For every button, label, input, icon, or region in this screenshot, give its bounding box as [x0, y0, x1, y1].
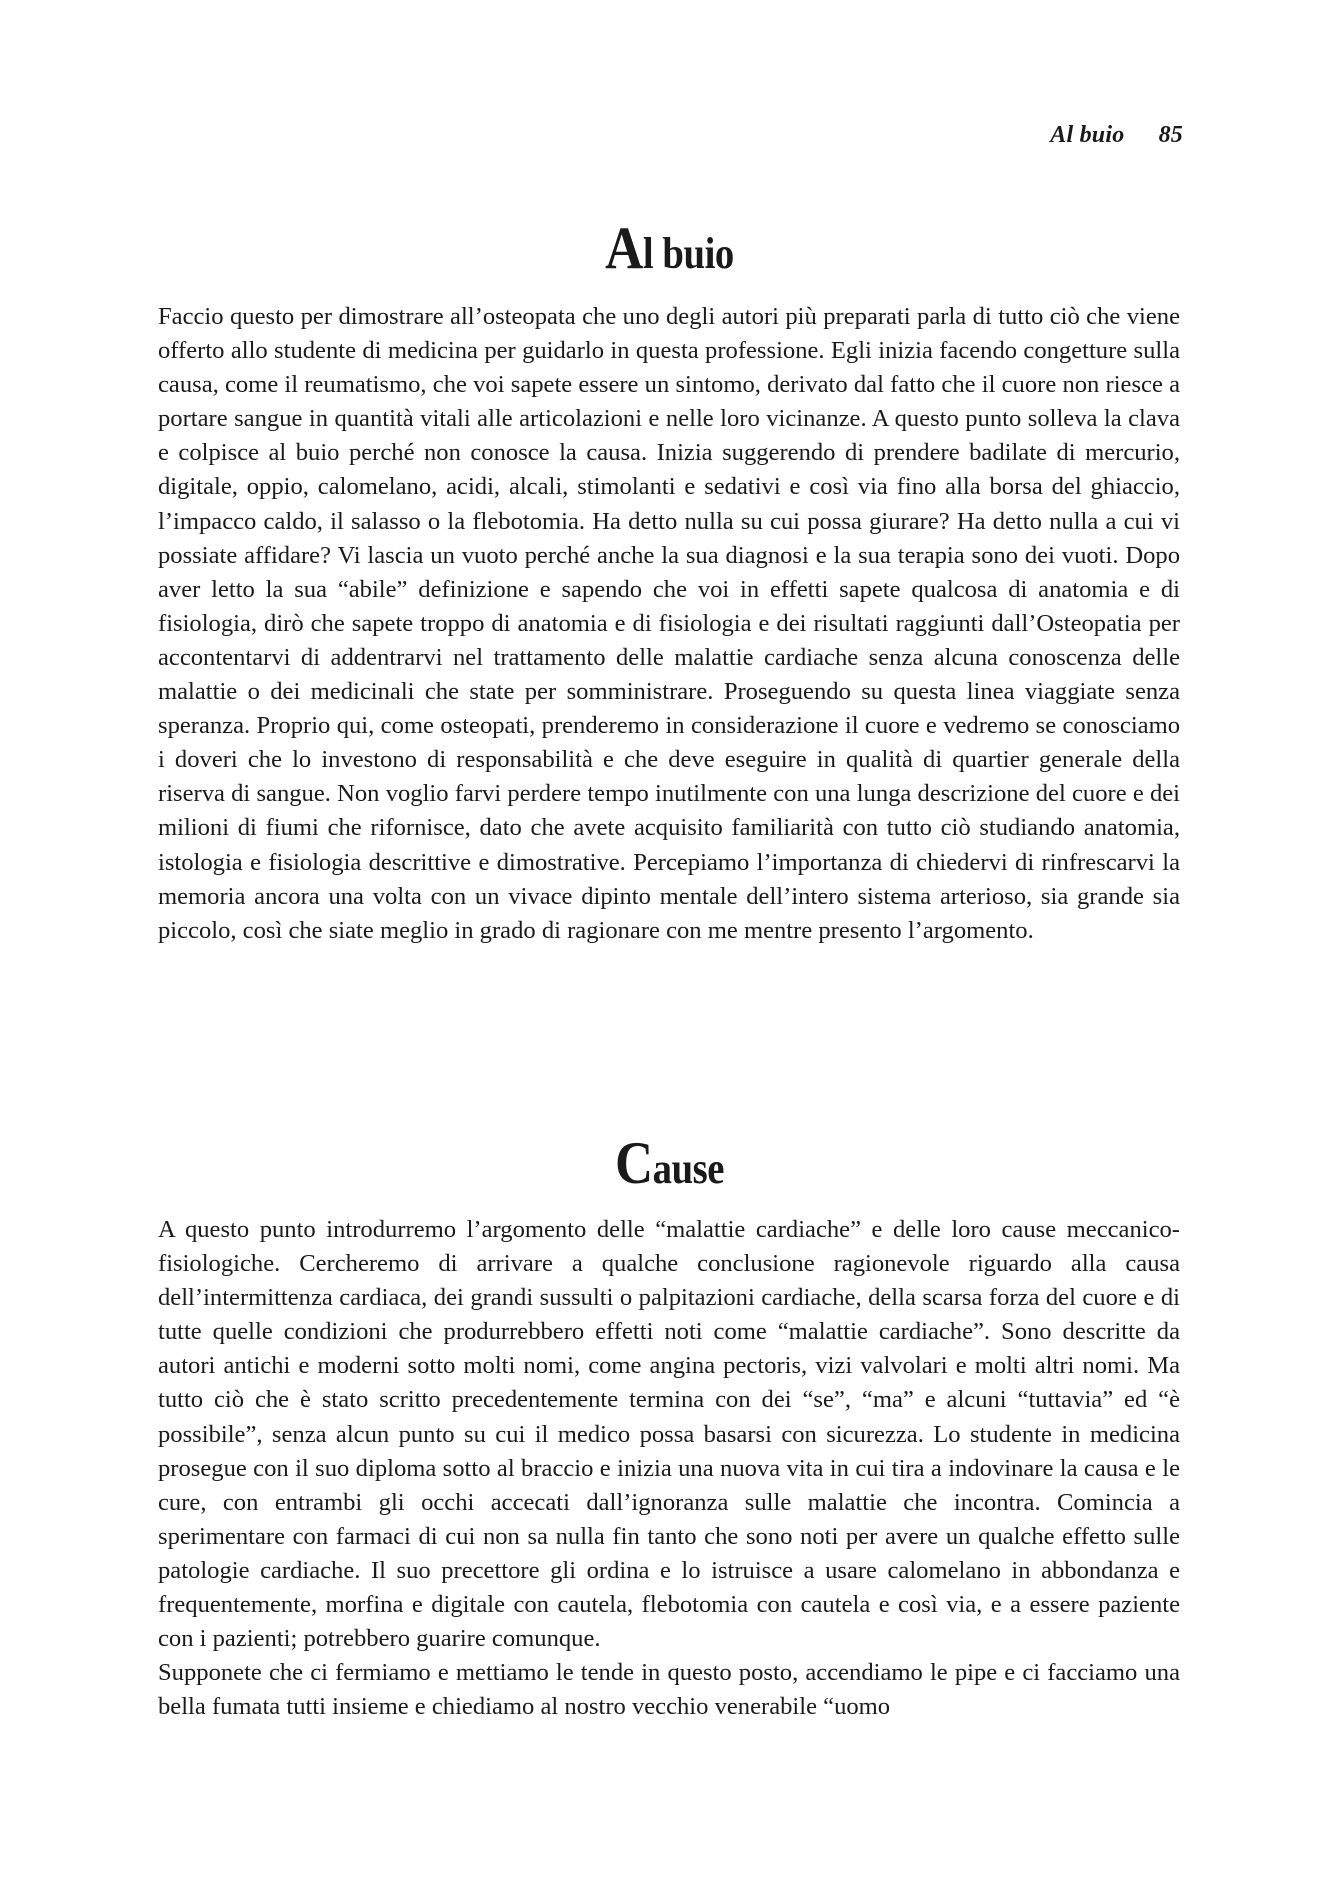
- page-number: 85: [1158, 122, 1183, 148]
- section-body-al-buio: [158, 300, 1180, 948]
- paragraph: Faccio questo per dimostrare all’osteopata che uno degli autori più preparati parla di tutto ciò che viene offerto allo studente di medicina per guidarlo in questa professione. Egli inizia facendo congetture sulla causa, come il reumatismo, che voi sapete essere un sintomo, derivato dal fatto che il cuore non riesce a portare sangue in quantità vitali alle articolazioni e nelle loro vicinanze. A questo punto solleva la clava e colpisce al buio perché non conosce la causa. Inizia suggerendo di prendere badilate di mercurio, digitale, oppio, calomelano, acidi, alcali, stimolanti e sedativi e così via fino alla borsa del ghiaccio, l’impacco caldo, il salasso o la flebotomia. Ha detto nulla su cui possa giurare? Ha detto nulla a cui vi possiate affidare? Vi lascia un vuoto perché anche la sua diagnosi e la sua terapia sono dei vuoti. Dopo aver letto la sua “abile” definizione e sapendo che voi in effetti sapete qualcosa di anatomia e di fisiologia, dirò che sapete troppo di anatomia e di fisiologia e dei risultati raggiunti dall’Osteopatia per accontentarvi di addentrarvi nel trattamento delle malattie cardiache senza alcuna conoscenza delle malattie o dei medicinali che state per somministrare. Proseguendo su questa linea viaggiate senza speranza. Proprio qui, come osteopati, prenderemo in considerazione il cuore e vedremo se conosciamo i doveri che lo investono di responsabilità e che deve eseguire in qualità di quartier generale della riserva di sangue. Non voglio farvi perdere tempo inutilmente con una lunga descrizione del cuore e dei milioni di fiumi che rifornisce, dato che avete acquisito familiarità con tutto ciò studiando anatomia, istologia e fisiologia descrittive e dimostrative. Percepiamo l’importanza di chiedervi di rinfrescarvi la memoria ancora una volta con un vivace dipinto mentale dell’intero sistema arterioso, sia grande sia piccolo, così che siate meglio in grado di ragionare con me mentre presento l’argomento.: [158, 303, 1180, 944]
- running-header: [1050, 122, 1183, 149]
- running-title: Al buio: [1050, 122, 1125, 148]
- section-title-initial: C: [614, 1130, 653, 1196]
- section-title-initial: A: [605, 215, 643, 281]
- paragraph: Supponete che ci fermiamo e mettiamo le tende in questo posto, accendiamo le pipe e ci facciamo una bella fumata tutti insieme e chiediamo al nostro vecchio venerabile “uomo: [158, 1659, 1180, 1721]
- paragraph: A questo punto introdurremo l’argomento delle “malattie cardiache” e delle loro cause meccanico-fisiologiche. Cercheremo di arrivare a qualche conclusione ragionevole riguardo alla causa dell’intermittenza cardiaca, dei grandi sussulti o palpitazioni cardiache, della scarsa forza del cuore e di tutte quelle condizioni che produrrebbero effetti noti come “malattie cardiache”. Sono descritte da autori antichi e moderni sotto molti nomi, come angina pectoris, vizi valvolari e molti altri nomi. Ma tutto ciò che è stato scritto precedentemente termina con dei “se”, “ma” e alcuni “tuttavia” ed “è possibile”, senza alcun punto su cui il medico possa basarsi con sicurezza. Lo studente in medicina prosegue con il suo diploma sotto al braccio e inizia una nuova vita in cui tira a indovinare la causa e le cure, con entrambi gli occhi accecati dall’ignoranza sulle malattie che incontra. Comincia a sperimentare con farmaci di cui non sa nulla fin tanto che sono noti per avere un qualche effetto sulle patologie cardiache. Il suo precettore gli ordina e lo istruisce a usare calomelano in abbondanza e frequentemente, morfina e digitale con cautela, flebotomia con cautela e così via, e a essere paziente con i pazienti; potrebbero guarire comunque.: [158, 1216, 1180, 1653]
- section-title-cause: [80, 1130, 1258, 1196]
- section-body-cause: [158, 1213, 1180, 1724]
- section-title-rest: l buio: [642, 229, 734, 278]
- section-title-rest: ause: [652, 1144, 725, 1193]
- section-title-al-buio: [80, 215, 1258, 281]
